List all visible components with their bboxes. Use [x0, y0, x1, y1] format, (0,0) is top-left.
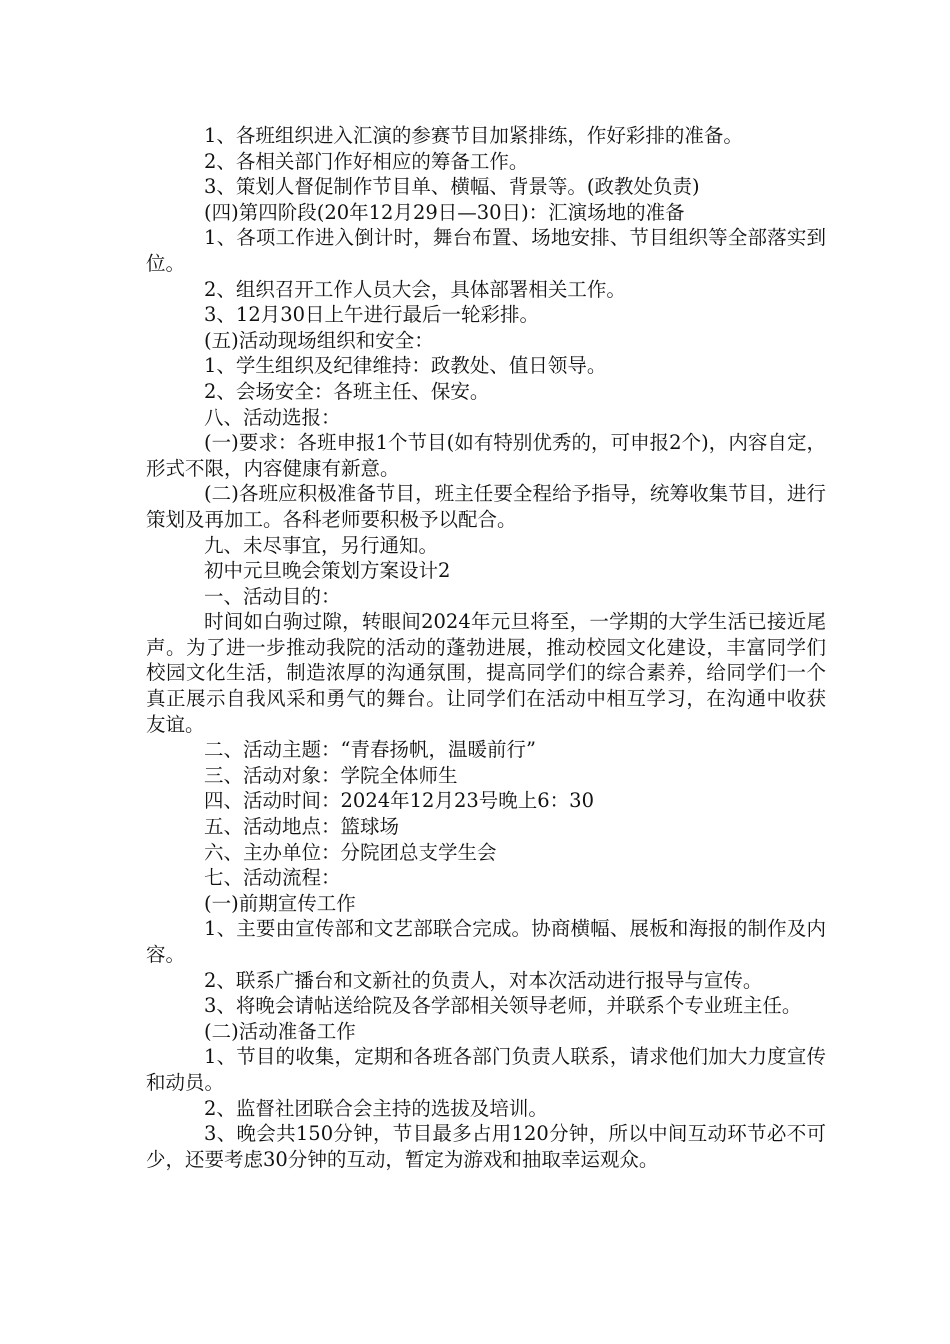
document-body: [146, 123, 826, 1172]
section-heading: 九、未尽事宜，另行通知。: [204, 533, 439, 557]
paragraph: 1、学生组织及纪律维持：政教处、值日领导。: [204, 354, 607, 378]
paragraph: (一)要求：各班申报1个节目(如有特别优秀的，可申报2个)，内容自定，形式不限，内容健康有新意。: [146, 431, 826, 480]
paragraph: 1、各项工作进入倒计时，舞台布置、场地安排、节目组织等全部落实到位。: [146, 226, 826, 275]
section-heading: 五、活动地点：篮球场: [204, 815, 400, 839]
section-heading: 七、活动流程：: [204, 866, 341, 890]
document-title: 初中元旦晚会策划方案设计2: [204, 559, 451, 583]
paragraph: 3、将晚会请帖送给院及各学部相关领导老师，并联系个专业班主任。: [204, 994, 802, 1018]
paragraph: 2、组织召开工作人员大会，具体部署相关工作。: [204, 277, 626, 301]
section-heading: 一、活动目的：: [204, 584, 341, 608]
paragraph: 3、12月30日上午进行最后一轮彩排。: [204, 303, 540, 327]
paragraph: (二)各班应积极准备节目，班主任要全程给予指导，统筹收集节目，进行策划及再加工。各科老师要积极予以配合。: [146, 482, 826, 531]
paragraph: 2、联系广播台和文新社的负责人，对本次活动进行报导与宣传。: [204, 968, 763, 992]
paragraph: 1、主要由宣传部和文艺部联合完成。协商横幅、展板和海报的制作及内容。: [146, 917, 826, 966]
section-heading: (五)活动现场组织和安全：: [204, 328, 434, 352]
section-heading: 三、活动对象：学院全体师生: [204, 763, 458, 787]
paragraph: 3、策划人督促制作节目单、横幅、背景等。(政教处负责): [204, 175, 700, 199]
section-heading: 四、活动时间：2024年12月23号晚上6：30: [204, 789, 594, 813]
paragraph: 2、各相关部门作好相应的筹备工作。: [204, 149, 529, 173]
section-heading: 六、主办单位：分院团总支学生会: [204, 840, 497, 864]
section-heading: 八、活动选报：: [204, 405, 341, 429]
paragraph: 时间如白驹过隙，转眼间2024年元旦将至，一学期的大学生活已接近尾声。为了进一步推动我院的活动的蓬勃进展，推动校园文化建设，丰富同学们校园文化生活，制造浓厚的沟通氛围，提高同学们的综合素养，给同学们一个真正展示自我风采和勇气的舞台。让同学们在活动中相互学习，在沟通中收获友谊。: [146, 610, 826, 736]
section-heading: (四)第四阶段(20年12月29日—30日)：汇演场地的准备: [204, 200, 685, 224]
section-heading: (二)活动准备工作: [204, 1019, 356, 1043]
section-heading: (一)前期宣传工作: [204, 891, 356, 915]
section-heading: 二、活动主题：“青春扬帆，温暖前行”: [204, 738, 536, 762]
paragraph: 1、节目的收集，定期和各班各部门负责人联系，请求他们加大力度宣传和动员。: [146, 1045, 826, 1094]
paragraph: 1、各班组织进入汇演的参赛节目加紧排练，作好彩排的准备。: [204, 124, 743, 147]
paragraph: 3、晚会共150分钟，节目最多占用120分钟，所以中间互动环节必不可少，还要考虑30分钟的互动，暂定为游戏和抽取幸运观众。: [146, 1122, 826, 1171]
paragraph: 2、监督社团联合会主持的选拔及培训。: [204, 1096, 548, 1120]
paragraph: 2、会场安全：各班主任、保安。: [204, 379, 490, 403]
